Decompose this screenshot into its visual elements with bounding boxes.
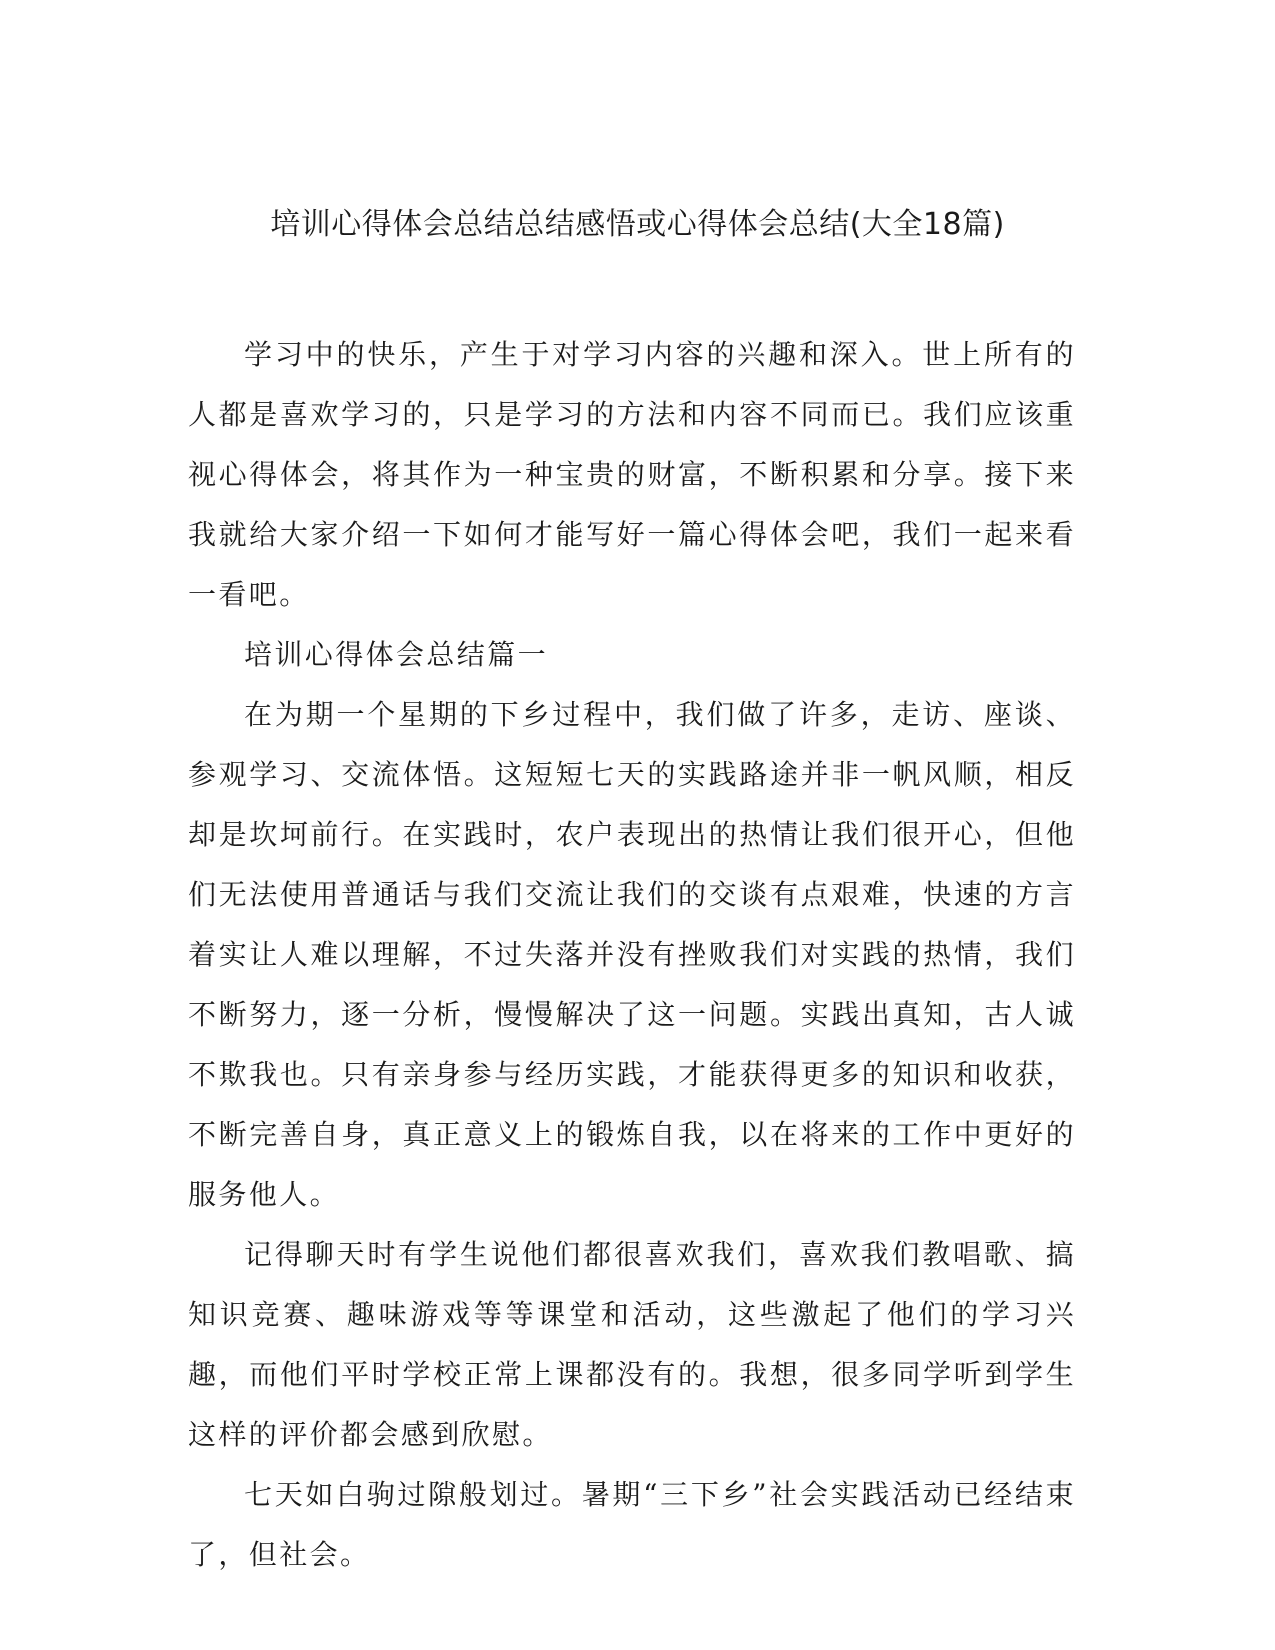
document-title: 培训心得体会总结总结感悟或心得体会总结(大全18篇): [270, 207, 1005, 242]
body-paragraph: 记得聊天时有学生说他们都很喜欢我们，喜欢我们教唱歌、搞知识竞赛、趣味游戏等等课堂和活动，这些激起了他们的学习兴趣，而他们平时学校正常上课都没有的。我想，很多同学听到学生这样的评价都会感到欣慰。: [188, 1238, 1076, 1451]
body-paragraph: 在为期一个星期的下乡过程中，我们做了许多，走访、座谈、参观学习、交流体悟。这短短七天的实践路途并非一帆风顺，相反却是坎坷前行。在实践时，农户表现出的热情让我们很开心，但他们无法使用普通话与我们交流让我们的交谈有点艰难，快速的方言着实让人难以理解，不过失落并没有挫败我们对实践的热情，我们不断努力，逐一分析，慢慢解决了这一问题。实践出真知，古人诚不欺我也。只有亲身参与经历实践，才能获得更多的知识和收获，不断完善自身，真正意义上的锻炼自我，以在将来的工作中更好的服务他人。: [188, 698, 1076, 1211]
intro-paragraph: 学习中的快乐，产生于对学习内容的兴趣和深入。世上所有的人都是喜欢学习的，只是学习的方法和内容不同而已。我们应该重视心得体会，将其作为一种宝贵的财富，不断积累和分享。接下来我就给大家介绍一下如何才能写好一篇心得体会吧，我们一起来看一看吧。: [188, 338, 1076, 611]
section-heading: 培训心得体会总结篇一: [244, 638, 549, 671]
document-body: [188, 325, 1076, 1585]
body-paragraph: 七天如白驹过隙般划过。暑期“三下乡”社会实践活动已经结束了，但社会。: [188, 1478, 1076, 1571]
